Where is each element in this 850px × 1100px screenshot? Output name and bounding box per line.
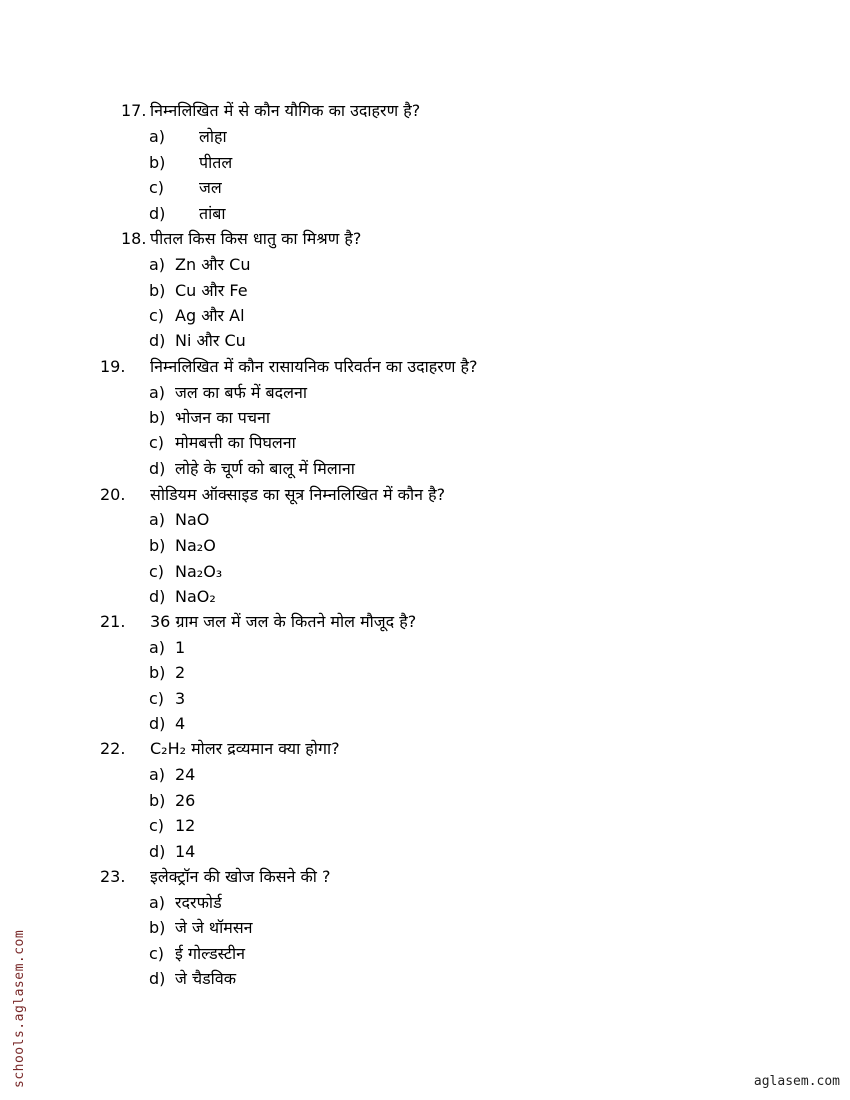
option-letter: c) — [149, 178, 165, 197]
option-letter: c) — [149, 306, 165, 325]
question-number: 20. — [100, 485, 126, 504]
option-letter: c) — [149, 562, 165, 581]
footer-watermark: aglasem.com — [753, 1074, 840, 1089]
question-text: C₂H₂ मोलर द्रव्यमान क्या होगा? — [150, 739, 340, 758]
option-letter: b) — [149, 536, 166, 555]
option-letter: b) — [149, 153, 166, 172]
option-text: NaO₂ — [175, 587, 216, 606]
option-text: 1 — [175, 638, 186, 657]
option-text: Ag और Al — [175, 306, 245, 325]
option-text: लोहे के चूर्ण को बालू में मिलाना — [175, 459, 355, 478]
option-letter: d) — [149, 331, 166, 350]
option-letter: b) — [149, 791, 166, 810]
question-number: 18. — [121, 229, 147, 248]
question-number: 19. — [100, 357, 126, 376]
question-text: निम्नलिखित में कौन रासायनिक परिवर्तन का उदाहरण है? — [150, 357, 478, 376]
option-letter: c) — [149, 816, 165, 835]
option-letter: b) — [149, 918, 166, 937]
option-letter: d) — [149, 204, 166, 223]
question-number: 23. — [100, 867, 126, 886]
option-text: ई गोल्डस्टीन — [175, 944, 245, 963]
option-letter: a) — [149, 383, 166, 402]
option-text: Ni और Cu — [175, 331, 246, 350]
option-text: 2 — [175, 663, 186, 682]
option-text: NaO — [175, 510, 210, 529]
option-text: 4 — [175, 714, 186, 733]
option-letter: c) — [149, 433, 165, 452]
option-text: Na₂O₃ — [175, 562, 223, 581]
option-text: तांबा — [199, 204, 226, 223]
option-letter: a) — [149, 127, 166, 146]
option-text: रदरफोर्ड — [175, 893, 222, 912]
option-text: Zn और Cu — [175, 255, 251, 274]
question-text: पीतल किस किस धातु का मिश्रण है? — [150, 229, 362, 248]
question-text: 36 ग्राम जल में जल के कितने मोल मौजूद है? — [150, 612, 417, 631]
option-letter: c) — [149, 944, 165, 963]
option-letter: a) — [149, 893, 166, 912]
option-letter: a) — [149, 638, 166, 657]
option-letter: c) — [149, 689, 165, 708]
question-text: इलेक्ट्रॉन की खोज किसने की ? — [150, 867, 331, 886]
side-watermark: schools.aglasem.com — [12, 929, 27, 1088]
option-letter: a) — [149, 255, 166, 274]
option-letter: d) — [149, 842, 166, 861]
option-text: Cu और Fe — [175, 281, 248, 300]
option-text: 3 — [175, 689, 186, 708]
option-text: पीतल — [199, 153, 233, 172]
question-number: 21. — [100, 612, 126, 631]
option-letter: d) — [149, 969, 166, 988]
option-letter: d) — [149, 714, 166, 733]
option-text: 14 — [175, 842, 196, 861]
option-letter: b) — [149, 663, 166, 682]
question-text: सोडियम ऑक्साइड का सूत्र निम्नलिखित में कौन है? — [150, 485, 446, 504]
option-letter: d) — [149, 587, 166, 606]
option-letter: b) — [149, 281, 166, 300]
option-text: 24 — [175, 765, 196, 784]
question-number: 22. — [100, 739, 126, 758]
option-letter: d) — [149, 459, 166, 478]
option-text: लोहा — [199, 127, 227, 146]
option-letter: b) — [149, 408, 166, 427]
option-letter: a) — [149, 510, 166, 529]
option-text: Na₂O — [175, 536, 216, 555]
question-number: 17. — [121, 101, 147, 120]
option-text: जल — [199, 178, 222, 197]
option-text: जल का बर्फ में बदलना — [175, 383, 308, 402]
option-text: भोजन का पचना — [175, 408, 271, 427]
option-letter: a) — [149, 765, 166, 784]
question-text: निम्नलिखित में से कौन यौगिक का उदाहरण है? — [150, 101, 421, 120]
option-text: 12 — [175, 816, 196, 835]
option-text: जे चैडविक — [175, 969, 237, 988]
option-text: 26 — [175, 791, 196, 810]
option-text: जे जे थॉमसन — [175, 918, 253, 937]
option-text: मोमबत्ती का पिघलना — [175, 433, 296, 452]
